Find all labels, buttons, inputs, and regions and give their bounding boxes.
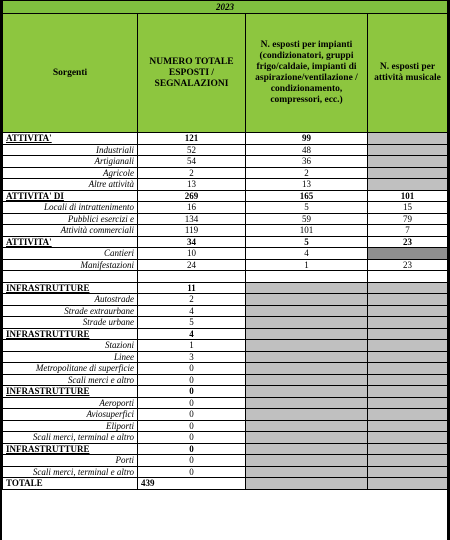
cell-impianti: [246, 317, 368, 329]
cell-impianti: [246, 374, 368, 386]
cell-musicale: [368, 340, 448, 352]
cell-sorgente: INFRASTRUTTURE: [3, 328, 138, 340]
category-row: [3, 328, 448, 340]
cell-totale: 13: [138, 179, 246, 191]
cell-sorgente: Scali merci, terminal e altro: [3, 466, 138, 478]
cell-impianti: [246, 397, 368, 409]
cell-totale: 4: [138, 305, 246, 317]
cell-impianti: [246, 466, 368, 478]
cell-musicale: 15: [368, 202, 448, 214]
table-row: [3, 213, 448, 225]
cell-totale: 1: [138, 340, 246, 352]
cell-impianti: [246, 432, 368, 444]
cell-impianti: 5: [246, 202, 368, 214]
cell-musicale: [368, 397, 448, 409]
cell-totale: 2: [138, 167, 246, 179]
table-row: [3, 409, 448, 421]
cell-musicale: [368, 363, 448, 375]
cell-sorgente: TOTALE: [3, 478, 138, 490]
cell-musicale: 7: [368, 225, 448, 237]
data-table: [2, 0, 448, 490]
cell-impianti: 165: [246, 190, 368, 202]
cell-impianti: [246, 282, 368, 294]
cell-sorgente: Manifestazioni: [3, 259, 138, 271]
cell-totale: 34: [138, 236, 246, 248]
cell-totale: 52: [138, 144, 246, 156]
table-row: [3, 397, 448, 409]
table-row: [3, 156, 448, 168]
cell-musicale: [368, 478, 448, 490]
table-row: [3, 179, 448, 191]
cell-musicale: [368, 294, 448, 306]
total-row: [3, 478, 448, 490]
table-row: [3, 225, 448, 237]
cell-totale: 0: [138, 363, 246, 375]
cell-impianti: [246, 409, 368, 421]
spacer-row: [3, 271, 448, 283]
category-row: [3, 190, 448, 202]
cell-impianti: [246, 455, 368, 467]
cell-impianti: [246, 294, 368, 306]
cell-totale: 0: [138, 455, 246, 467]
cell-impianti: [246, 305, 368, 317]
cell-impianti: [246, 386, 368, 398]
cell-sorgente: [3, 271, 138, 283]
cell-totale: 0: [138, 386, 246, 398]
cell-totale: 134: [138, 213, 246, 225]
cell-sorgente: Cantieri: [3, 248, 138, 260]
cell-impianti: [246, 340, 368, 352]
cell-sorgente: Stazioni: [3, 340, 138, 352]
table-row: [3, 294, 448, 306]
cell-musicale: [368, 432, 448, 444]
table-row: [3, 167, 448, 179]
cell-sorgente: Strade urbane: [3, 317, 138, 329]
table-row: [3, 317, 448, 329]
cell-musicale: [368, 386, 448, 398]
cell-musicale: [368, 305, 448, 317]
cell-impianti: 59: [246, 213, 368, 225]
cell-sorgente: Altre attività: [3, 179, 138, 191]
header-sorgenti: Sorgenti: [3, 14, 138, 133]
table-row: [3, 363, 448, 375]
cell-musicale: [368, 282, 448, 294]
cell-sorgente: Industriali: [3, 144, 138, 156]
table-row: [3, 202, 448, 214]
cell-musicale: [368, 167, 448, 179]
cell-impianti: [246, 478, 368, 490]
cell-sorgente: INFRASTRUTTURE: [3, 386, 138, 398]
cell-impianti: 101: [246, 225, 368, 237]
cell-sorgente: ATTIVITA': [3, 236, 138, 248]
cell-musicale: [368, 144, 448, 156]
cell-musicale: [368, 179, 448, 191]
cell-musicale: [368, 420, 448, 432]
cell-impianti: 2: [246, 167, 368, 179]
table-row: [3, 340, 448, 352]
cell-musicale: 79: [368, 213, 448, 225]
cell-totale: 0: [138, 432, 246, 444]
cell-impianti: [246, 443, 368, 455]
category-row: [3, 443, 448, 455]
cell-sorgente: Attività commerciali: [3, 225, 138, 237]
cell-musicale: 23: [368, 236, 448, 248]
cell-musicale: [368, 351, 448, 363]
table-row: [3, 144, 448, 156]
cell-totale: 11: [138, 282, 246, 294]
table-row: [3, 351, 448, 363]
cell-musicale: [368, 374, 448, 386]
cell-sorgente: ATTIVITA' DI: [3, 190, 138, 202]
category-row: [3, 282, 448, 294]
cell-musicale: [368, 248, 448, 260]
cell-totale: 10: [138, 248, 246, 260]
cell-musicale: [368, 271, 448, 283]
cell-musicale: [368, 443, 448, 455]
header-totale: NUMERO TOTALE ESPOSTI / SEGNALAZIONI: [138, 14, 246, 133]
cell-sorgente: Aviosuperfici: [3, 409, 138, 421]
cell-sorgente: Scali merci, terminal e altro: [3, 432, 138, 444]
table-row: [3, 374, 448, 386]
spreadsheet-sheet: [2, 0, 447, 540]
cell-totale: 24: [138, 259, 246, 271]
cell-totale: [138, 271, 246, 283]
cell-musicale: [368, 455, 448, 467]
cell-impianti: 48: [246, 144, 368, 156]
cell-impianti: [246, 351, 368, 363]
cell-totale: 4: [138, 328, 246, 340]
category-row: [3, 236, 448, 248]
table-row: [3, 455, 448, 467]
cell-impianti: 13: [246, 179, 368, 191]
cell-sorgente: Porti: [3, 455, 138, 467]
cell-totale: 2: [138, 294, 246, 306]
cell-sorgente: Agricole: [3, 167, 138, 179]
cell-totale: 269: [138, 190, 246, 202]
cell-musicale: [368, 409, 448, 421]
header-musicale: N. esposti per attività musicale: [368, 14, 448, 133]
cell-sorgente: INFRASTRUTTURE: [3, 282, 138, 294]
cell-totale: 0: [138, 443, 246, 455]
cell-musicale: [368, 328, 448, 340]
cell-sorgente: Linee: [3, 351, 138, 363]
year-row: [3, 1, 448, 14]
cell-sorgente: Locali di intrattenimento: [3, 202, 138, 214]
cell-totale: 439: [138, 478, 246, 490]
cell-totale: 0: [138, 466, 246, 478]
cell-totale: 16: [138, 202, 246, 214]
cell-totale: 3: [138, 351, 246, 363]
cell-musicale: [368, 317, 448, 329]
cell-sorgente: Autostrade: [3, 294, 138, 306]
cell-musicale: 101: [368, 190, 448, 202]
cell-sorgente: Artigianali: [3, 156, 138, 168]
cell-sorgente: Pubblici esercizi e: [3, 213, 138, 225]
cell-impianti: 36: [246, 156, 368, 168]
cell-sorgente: Eliporti: [3, 420, 138, 432]
cell-totale: 0: [138, 409, 246, 421]
cell-totale: 0: [138, 374, 246, 386]
table-row: [3, 259, 448, 271]
cell-musicale: [368, 156, 448, 168]
cell-musicale: [368, 466, 448, 478]
category-row: [3, 133, 448, 145]
cell-impianti: 5: [246, 236, 368, 248]
cell-sorgente: Scali merci e altro: [3, 374, 138, 386]
year-cell: 2023: [3, 1, 448, 14]
cell-musicale: [368, 133, 448, 145]
cell-totale: 119: [138, 225, 246, 237]
table-row: [3, 420, 448, 432]
cell-totale: 5: [138, 317, 246, 329]
cell-totale: 121: [138, 133, 246, 145]
cell-impianti: [246, 420, 368, 432]
table-row: [3, 432, 448, 444]
cell-impianti: [246, 328, 368, 340]
table-row: [3, 248, 448, 260]
cell-impianti: [246, 363, 368, 375]
table-row: [3, 466, 448, 478]
cell-totale: 0: [138, 420, 246, 432]
cell-impianti: 1: [246, 259, 368, 271]
cell-sorgente: Aeroporti: [3, 397, 138, 409]
cell-impianti: 4: [246, 248, 368, 260]
header-impianti: N. esposti per impianti (condizionatori, gruppi frigo/caldaie, impianti di aspirazione/ventilazione / condizionamento, compressori, ecc.): [246, 14, 368, 133]
cell-impianti: 99: [246, 133, 368, 145]
header-row: [3, 14, 448, 133]
category-row: [3, 386, 448, 398]
cell-sorgente: ATTIVITA': [3, 133, 138, 145]
cell-musicale: 23: [368, 259, 448, 271]
cell-sorgente: INFRASTRUTTURE: [3, 443, 138, 455]
cell-sorgente: Strade extraurbane: [3, 305, 138, 317]
cell-sorgente: Metropolitane di superficie: [3, 363, 138, 375]
cell-totale: 0: [138, 397, 246, 409]
cell-totale: 54: [138, 156, 246, 168]
table-row: [3, 305, 448, 317]
cell-impianti: [246, 271, 368, 283]
